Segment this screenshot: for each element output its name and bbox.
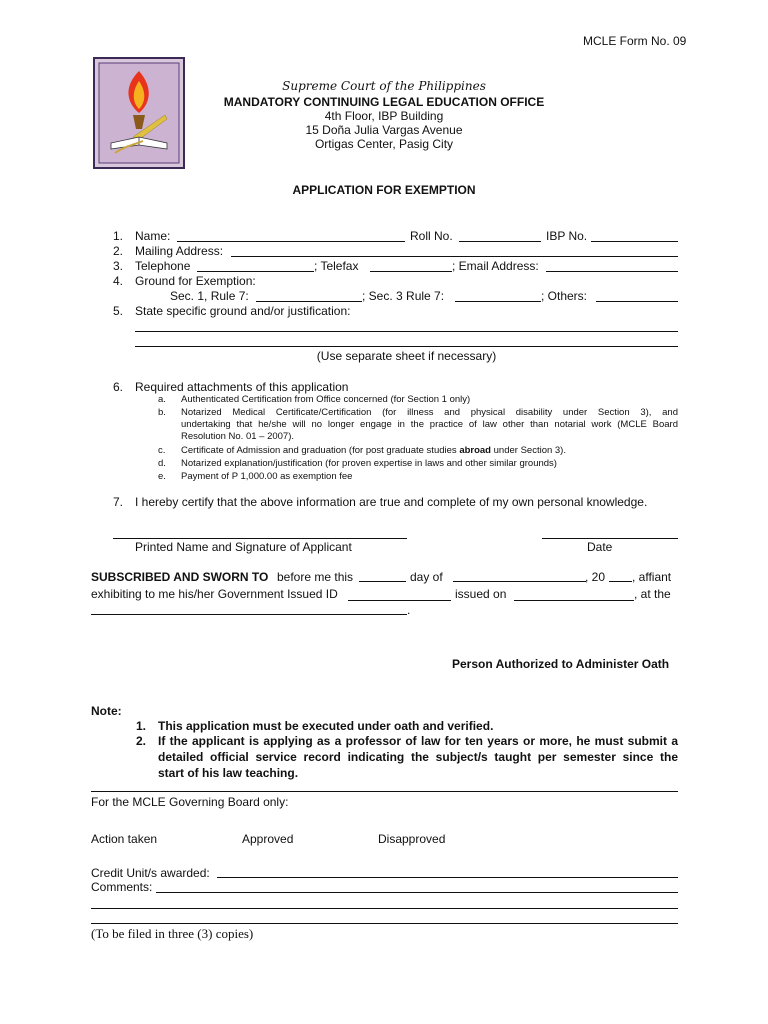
address-line-1: 4th Floor, IBP Building [324,109,444,123]
issued-on-field[interactable] [514,600,634,601]
credit-units-label: Credit Unit/s awarded: [91,866,210,880]
telephone-field[interactable] [197,271,314,272]
item-number-6: 6. [113,380,124,394]
roll-field[interactable] [459,241,541,242]
comments-field-3[interactable] [91,923,678,924]
sec3-field[interactable] [455,301,541,302]
sworn-text-4: , affiant [632,570,672,584]
printed-name-label: Printed Name and Signature of Applicant [135,540,352,554]
filing-note: (To be filed in three (3) copies) [91,926,254,941]
note-2-line-1: If the applicant is applying as a professor of law for ten years or more, he must submit a [158,734,678,748]
certification-text: I hereby certify that the above information are true and complete of my own personal knowledge. [135,495,648,509]
form-number: MCLE Form No. 09 [583,34,687,48]
justification-line-2[interactable] [135,346,678,347]
sworn-text-8: . [407,603,411,617]
attachment-b-line-2: undertaking that he/she will no longer engage in the practice of law other than notarial work (MCLE Board [181,419,678,430]
attachment-b-line-1: Notarized Medical Certificate/Certification (for illness and physical disability under Section 3), and [181,407,678,418]
state-label: State specific ground and/or justification: [135,304,351,318]
roll-label: Roll No. [410,229,453,243]
mailing-label: Mailing Address: [135,244,224,258]
sworn-heading: SUBSCRIBED AND SWORN TO [91,570,269,584]
others-label: ; Others: [541,289,588,303]
date-label: Date [587,540,613,554]
separate-sheet-note: (Use separate sheet if necessary) [316,349,497,363]
item-number-7: 7. [113,495,124,509]
attachment-d: Notarized explanation/justification (for proven expertise in laws and other similar grounds) [181,458,557,469]
comments-field-1[interactable] [156,892,678,893]
sworn-text-5: exhibiting to me his/her Government Issued ID [91,587,338,601]
office-name: MANDATORY CONTINUING LEGAL EDUCATION OFFICE [223,95,545,109]
note-2-line-3: start of his law teaching. [158,766,299,780]
attachment-e-letter: e. [158,471,166,482]
item-number-5: 5. [113,304,124,318]
telephone-label: Telephone [135,259,191,273]
sworn-month-field[interactable] [453,581,586,582]
note-2-line-2: detailed official service record indicating the subject/s taught per semester since the [158,750,678,764]
item-number-1: 1. [113,229,124,243]
note-1: This application must be executed under oath and verified. [158,719,494,733]
sworn-text-3: , 20 [585,570,606,584]
approved-label[interactable]: Approved [242,832,294,846]
attachment-b-line-3: Resolution No. 01 – 2007). [181,431,295,442]
note-number-2: 2. [136,734,147,748]
date-field[interactable] [542,538,678,539]
attachment-c-letter: c. [158,445,166,456]
telefax-field[interactable] [370,271,452,272]
sworn-text-1: before me this [277,570,354,584]
credit-units-field[interactable] [217,877,678,878]
attachment-a: Authenticated Certification from Office concerned (for Section 1 only) [181,394,471,405]
board-heading: For the MCLE Governing Board only: [91,795,289,809]
sec1-label: Sec. 1, Rule 7: [170,289,249,303]
mailing-field[interactable] [231,256,678,257]
attachment-a-letter: a. [158,394,166,405]
court-name: Supreme Court of the Philippines [282,79,486,93]
sec1-field[interactable] [256,301,362,302]
ibp-field[interactable] [591,241,678,242]
email-field[interactable] [546,271,678,272]
email-label: ; Email Address: [452,259,539,273]
attachment-c [181,445,566,457]
item-number-3: 3. [113,259,124,273]
name-label: Name: [135,229,171,243]
name-field[interactable] [177,241,405,242]
item-number-2: 2. [113,244,124,258]
sworn-day-field[interactable] [359,581,406,582]
government-id-field[interactable] [348,600,451,601]
board-divider [91,791,678,792]
issued-place-field[interactable] [91,614,407,615]
disapproved-label[interactable]: Disapproved [378,832,446,846]
sworn-text-6: issued on [455,587,507,601]
ground-label: Ground for Exemption: [135,274,256,288]
note-label: Note: [91,704,122,718]
action-taken-label: Action taken [91,832,158,846]
sworn-year-field[interactable] [609,581,632,582]
comments-label: Comments: [91,880,153,894]
item-number-4: 4. [113,274,124,288]
comments-field-2[interactable] [91,908,678,909]
address-line-3: Ortigas Center, Pasig City [314,137,454,151]
telefax-label: ; Telefax [314,259,359,273]
oath-administrator-label: Person Authorized to Administer Oath [452,657,670,671]
ibp-label: IBP No. [546,229,588,243]
sworn-text-2: day of [410,570,443,584]
attachment-c-emphasis: abroad [459,445,491,456]
sworn-text-7: , at the [634,587,671,601]
signature-field[interactable] [113,538,407,539]
others-field[interactable] [596,301,678,302]
address-line-2: 15 Doña Julia Vargas Avenue [305,123,463,137]
form-title: APPLICATION FOR EXEMPTION [292,183,476,197]
attachments-label: Required attachments of this application [135,380,349,394]
justification-line-1[interactable] [135,331,678,332]
attachment-c-text: Certificate of Admission and graduation (for post graduate studies [181,445,460,456]
mcle-logo-icon [93,57,185,169]
attachment-b-letter: b. [158,407,166,418]
note-number-1: 1. [136,719,147,733]
attachment-c-text-end: under Section 3). [491,445,566,456]
attachment-e: Payment of P 1,000.00 as exemption fee [181,471,353,482]
sec3-label: ; Sec. 3 Rule 7: [362,289,445,303]
attachment-d-letter: d. [158,458,166,469]
